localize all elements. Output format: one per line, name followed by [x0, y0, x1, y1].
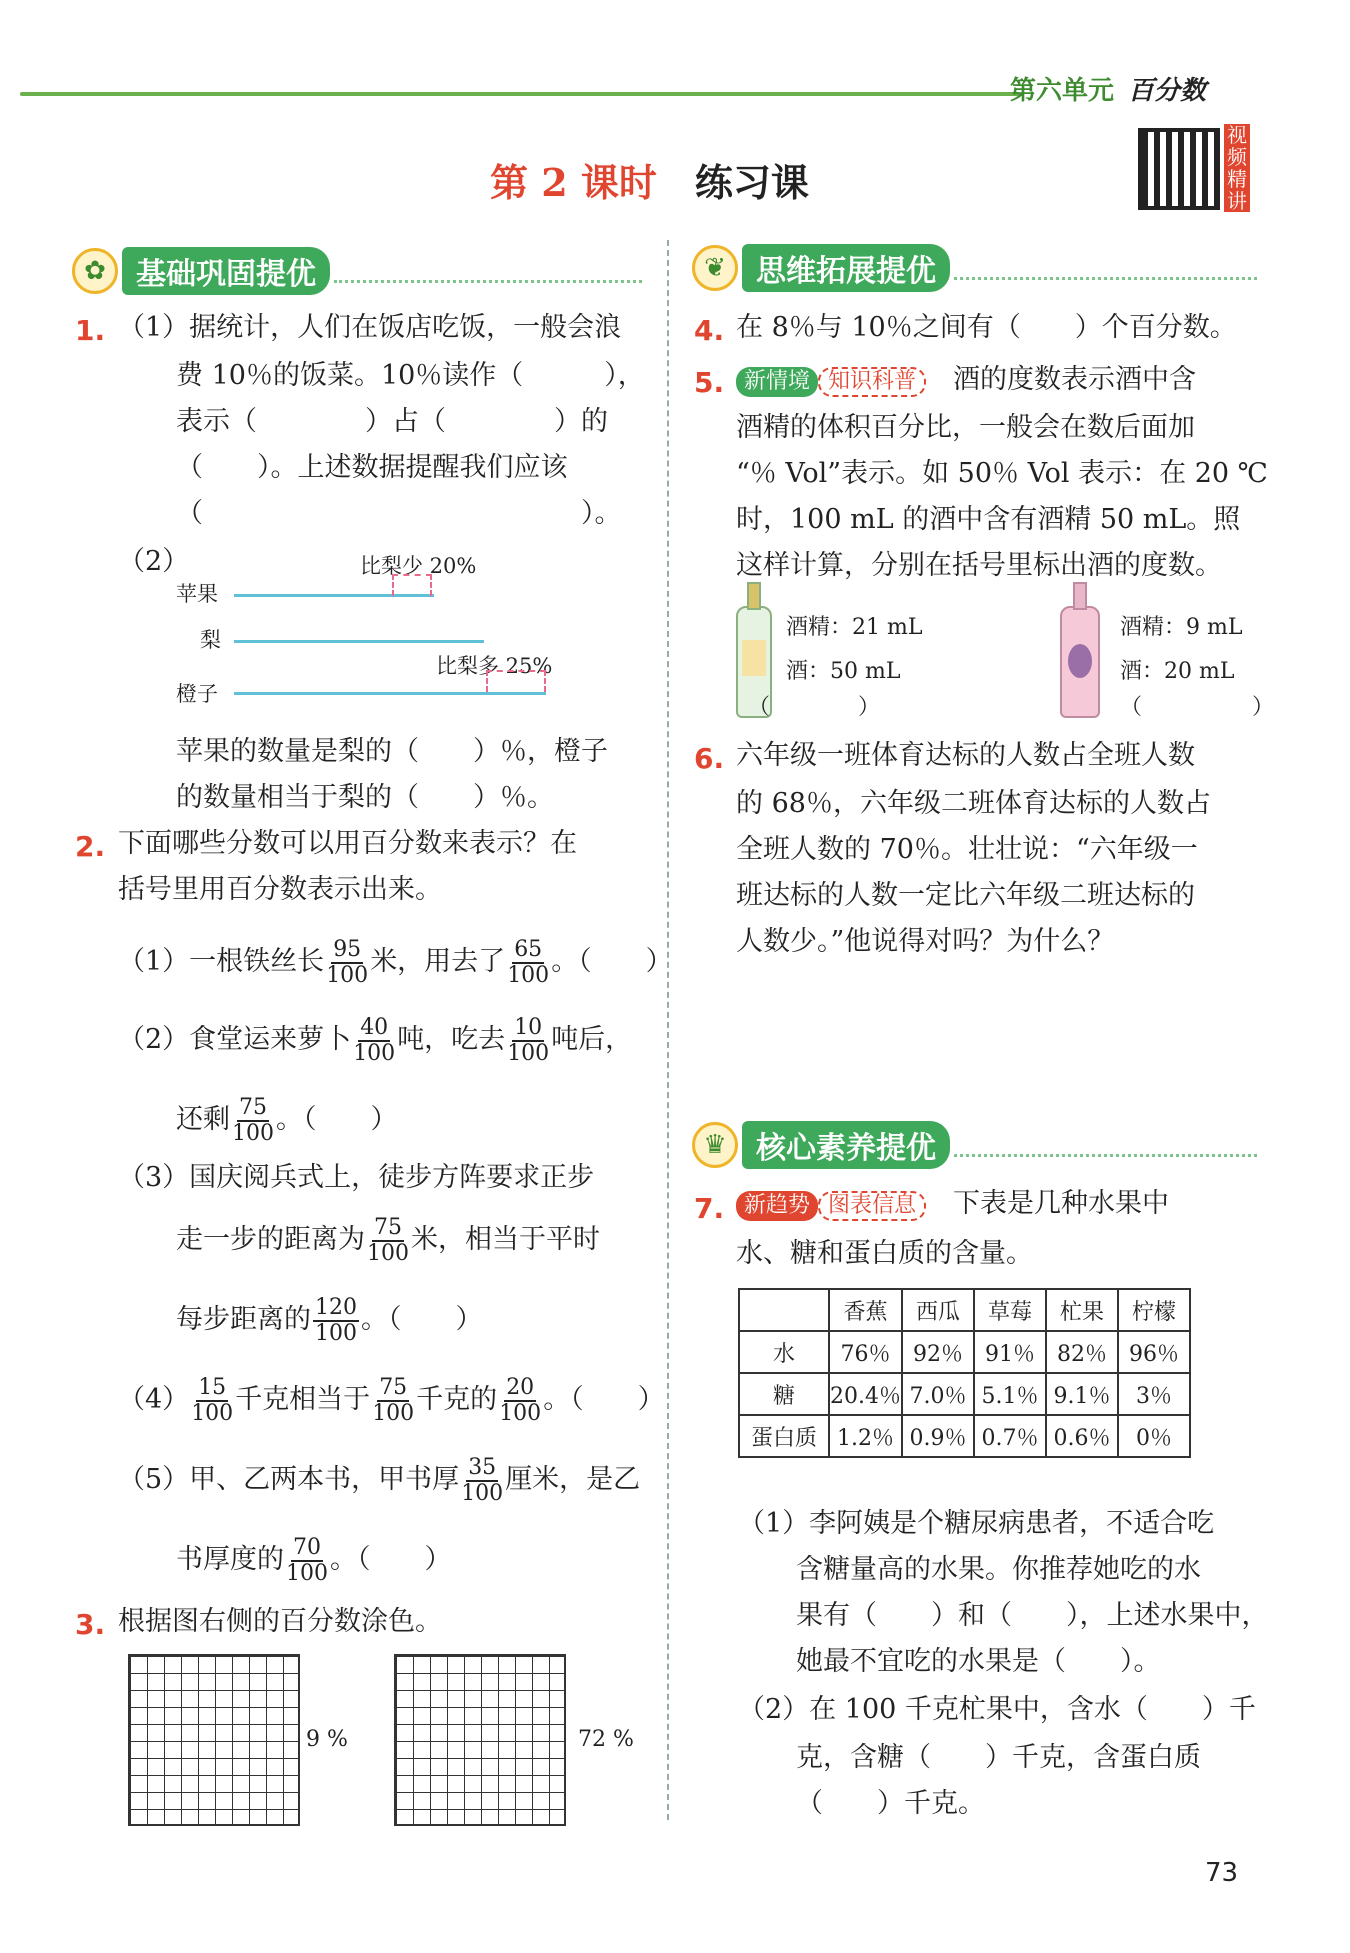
q2-item-2b: 还剩 $\frac{75}{100}$ 。（ ）	[176, 1094, 398, 1146]
bar-pear	[234, 640, 484, 643]
column-divider	[667, 240, 669, 1820]
q1-answer-line: 的数量相当于梨的（ ）％。	[176, 782, 554, 813]
b1-wine: 酒：50 mL	[786, 659, 901, 684]
q7-p1-line: 果有（ ）和（ ），上述水果中，	[796, 1600, 1269, 1631]
trophy-icon: ♛	[692, 1122, 738, 1168]
sprout-icon: ❦	[692, 245, 738, 291]
q3-text: 根据图右侧的百分数涂色。	[118, 1606, 442, 1637]
section-thinking: ❦ 思维拓展提优	[692, 245, 1257, 291]
q6-line: 全班人数的 70％。壮壮说：“六年级一	[736, 834, 1198, 865]
question-number: 6.	[694, 742, 725, 775]
chart-note-bottom: 比梨多 25%	[436, 654, 553, 678]
header-rule	[20, 92, 1020, 96]
wine-bottle-icon	[1060, 606, 1100, 718]
section-basic: ✿ 基础巩固提优	[72, 248, 642, 294]
q1-line: （ ）。	[176, 498, 622, 529]
q2-item-4: （4） $\frac{15}{100}$ 千克相当于 $\frac{75}{100}$ 千克的 $\frac{20}{100}$ 。（ ）	[118, 1374, 665, 1426]
b1-answer[interactable]: （ ）	[748, 695, 881, 720]
question-number: 7.	[694, 1192, 725, 1225]
q6-line: 六年级一班体育达标的人数占全班人数	[736, 740, 1195, 771]
q7-p1-line: 含糖量高的水果。你推荐她吃的水	[796, 1554, 1201, 1585]
nutrition-table	[738, 1288, 1191, 1458]
q2-line: 下面哪些分数可以用百分数来表示？在	[118, 828, 577, 859]
q6-line: 班达标的人数一定比六年级二班达标的	[736, 880, 1195, 911]
b2-answer[interactable]: （ ）	[1120, 695, 1275, 720]
bar-orange	[234, 692, 546, 695]
q2-item-1: （1）一根铁丝长 $\frac{95}{100}$ 米，用去了 $\frac{65}{100}$ 。（ ）	[118, 936, 673, 988]
q2-item-3b: 走一步的距离为 $\frac{75}{100}$ 米，相当于平时	[176, 1214, 600, 1266]
unit-title: 第六单元 百分数	[1010, 76, 1207, 106]
page-title: 第 2 课时 练习课	[490, 160, 809, 205]
grid-72-percent[interactable]	[394, 1654, 566, 1826]
q1-line: 表示（ ）占（ ）的	[176, 406, 608, 437]
q5-line: 酒精的体积百分比，一般会在数后面加	[736, 412, 1195, 443]
gear-icon: ✿	[72, 248, 118, 294]
q1-part2: （2）	[118, 546, 190, 577]
chart-label-apple: 苹果	[176, 582, 218, 606]
q4-text: 在 8％与 10％之间有（ ）个百分数。	[736, 312, 1237, 343]
table-row: 水 76％ 92％ 91％ 82％ 96％	[739, 1331, 1190, 1373]
q5-lead: 新情境 知识科普 酒的度数表示酒中含	[736, 362, 1196, 398]
q2-item-2: （2）食堂运来萝卜 $\frac{40}{100}$ 吨，吃去 $\frac{10}{100}$ 吨后，	[118, 1014, 633, 1066]
q7-lead: 新趋势 图表信息 下表是几种水果中	[736, 1186, 1169, 1222]
qr-code-icon[interactable]	[1138, 128, 1220, 210]
grid-label-2: 72 %	[578, 1727, 634, 1752]
q2-item-3c: 每步距离的 $\frac{120}{100}$ 。（ ）	[176, 1294, 483, 1346]
q7-p1-line: 她最不宜吃的水果是（ ）。	[796, 1646, 1161, 1677]
q1-answer-line: 苹果的数量是梨的（ ）％，橙子	[176, 736, 608, 767]
brace-more	[486, 670, 546, 692]
chart-label-pear: 梨	[200, 628, 221, 652]
q1-line: 费 10％的饭菜。10％读作（ ），	[176, 360, 645, 391]
q5-line: “％ Vol”表示。如 50％ Vol 表示：在 20 ℃	[736, 458, 1268, 489]
question-number: 3.	[75, 1608, 106, 1641]
q6-line: 的 68％，六年级二班体育达标的人数占	[736, 788, 1211, 819]
section-core: ♛ 核心素养提优	[692, 1122, 1257, 1168]
question-number: 5.	[694, 366, 725, 399]
chart-label-orange: 橙子	[176, 682, 218, 706]
q5-line: 时，100 mL 的酒中含有酒精 50 mL。照	[736, 504, 1241, 535]
q2-item-5b: 书厚度的 $\frac{70}{100}$ 。（ ）	[176, 1534, 452, 1586]
page-number: 73	[1205, 1858, 1239, 1888]
b2-alcohol: 酒精：9 mL	[1120, 615, 1243, 640]
qr-label: 视频精讲	[1224, 124, 1250, 212]
brace-less	[392, 574, 432, 596]
b2-wine: 酒：20 mL	[1120, 659, 1235, 684]
grid-label-1: 9 %	[306, 1727, 348, 1752]
q7-p2-line: 克，含糖（ ）千克，含蛋白质	[796, 1742, 1201, 1773]
table-row: 蛋白质 1.2％ 0.9％ 0.7％ 0.6％ 0％	[739, 1415, 1190, 1457]
q7-p1-line: （1）李阿姨是个糖尿病患者，不适合吃	[738, 1508, 1215, 1539]
q2-item-3: （3）国庆阅兵式上，徒步方阵要求正步	[118, 1162, 595, 1193]
q7-line2: 水、糖和蛋白质的含量。	[736, 1238, 1033, 1269]
grid-9-percent[interactable]	[128, 1654, 300, 1826]
q2-item-5: （5）甲、乙两本书，甲书厚 $\frac{35}{100}$ 厘米，是乙	[118, 1454, 641, 1506]
q6-line: 人数少。”他说得对吗？为什么？	[736, 926, 1115, 957]
q1-line: （ ）。上述数据提醒我们应该	[176, 452, 568, 483]
table-row: 糖 20.4％ 7.0％ 5.1％ 9.1％ 3％	[739, 1373, 1190, 1415]
q1-line: （1）据统计，人们在饭店吃饭，一般会浪	[118, 312, 622, 343]
q2-line: 括号里用百分数表示出来。	[118, 874, 442, 905]
question-number: 1.	[75, 314, 106, 347]
chart-note-top: 比梨少 20%	[360, 554, 477, 578]
q7-p2-line: （ ）千克。	[796, 1788, 985, 1819]
q5-line: 这样计算，分别在括号里标出酒的度数。	[736, 550, 1222, 581]
q7-p2-line: （2）在 100 千克杧果中，含水（ ）千	[738, 1694, 1256, 1725]
b1-alcohol: 酒精：21 mL	[786, 615, 923, 640]
question-number: 2.	[75, 830, 106, 863]
question-number: 4.	[694, 314, 725, 347]
table-header-row: 香蕉 西瓜 草莓 杧果 柠檬	[739, 1289, 1190, 1331]
